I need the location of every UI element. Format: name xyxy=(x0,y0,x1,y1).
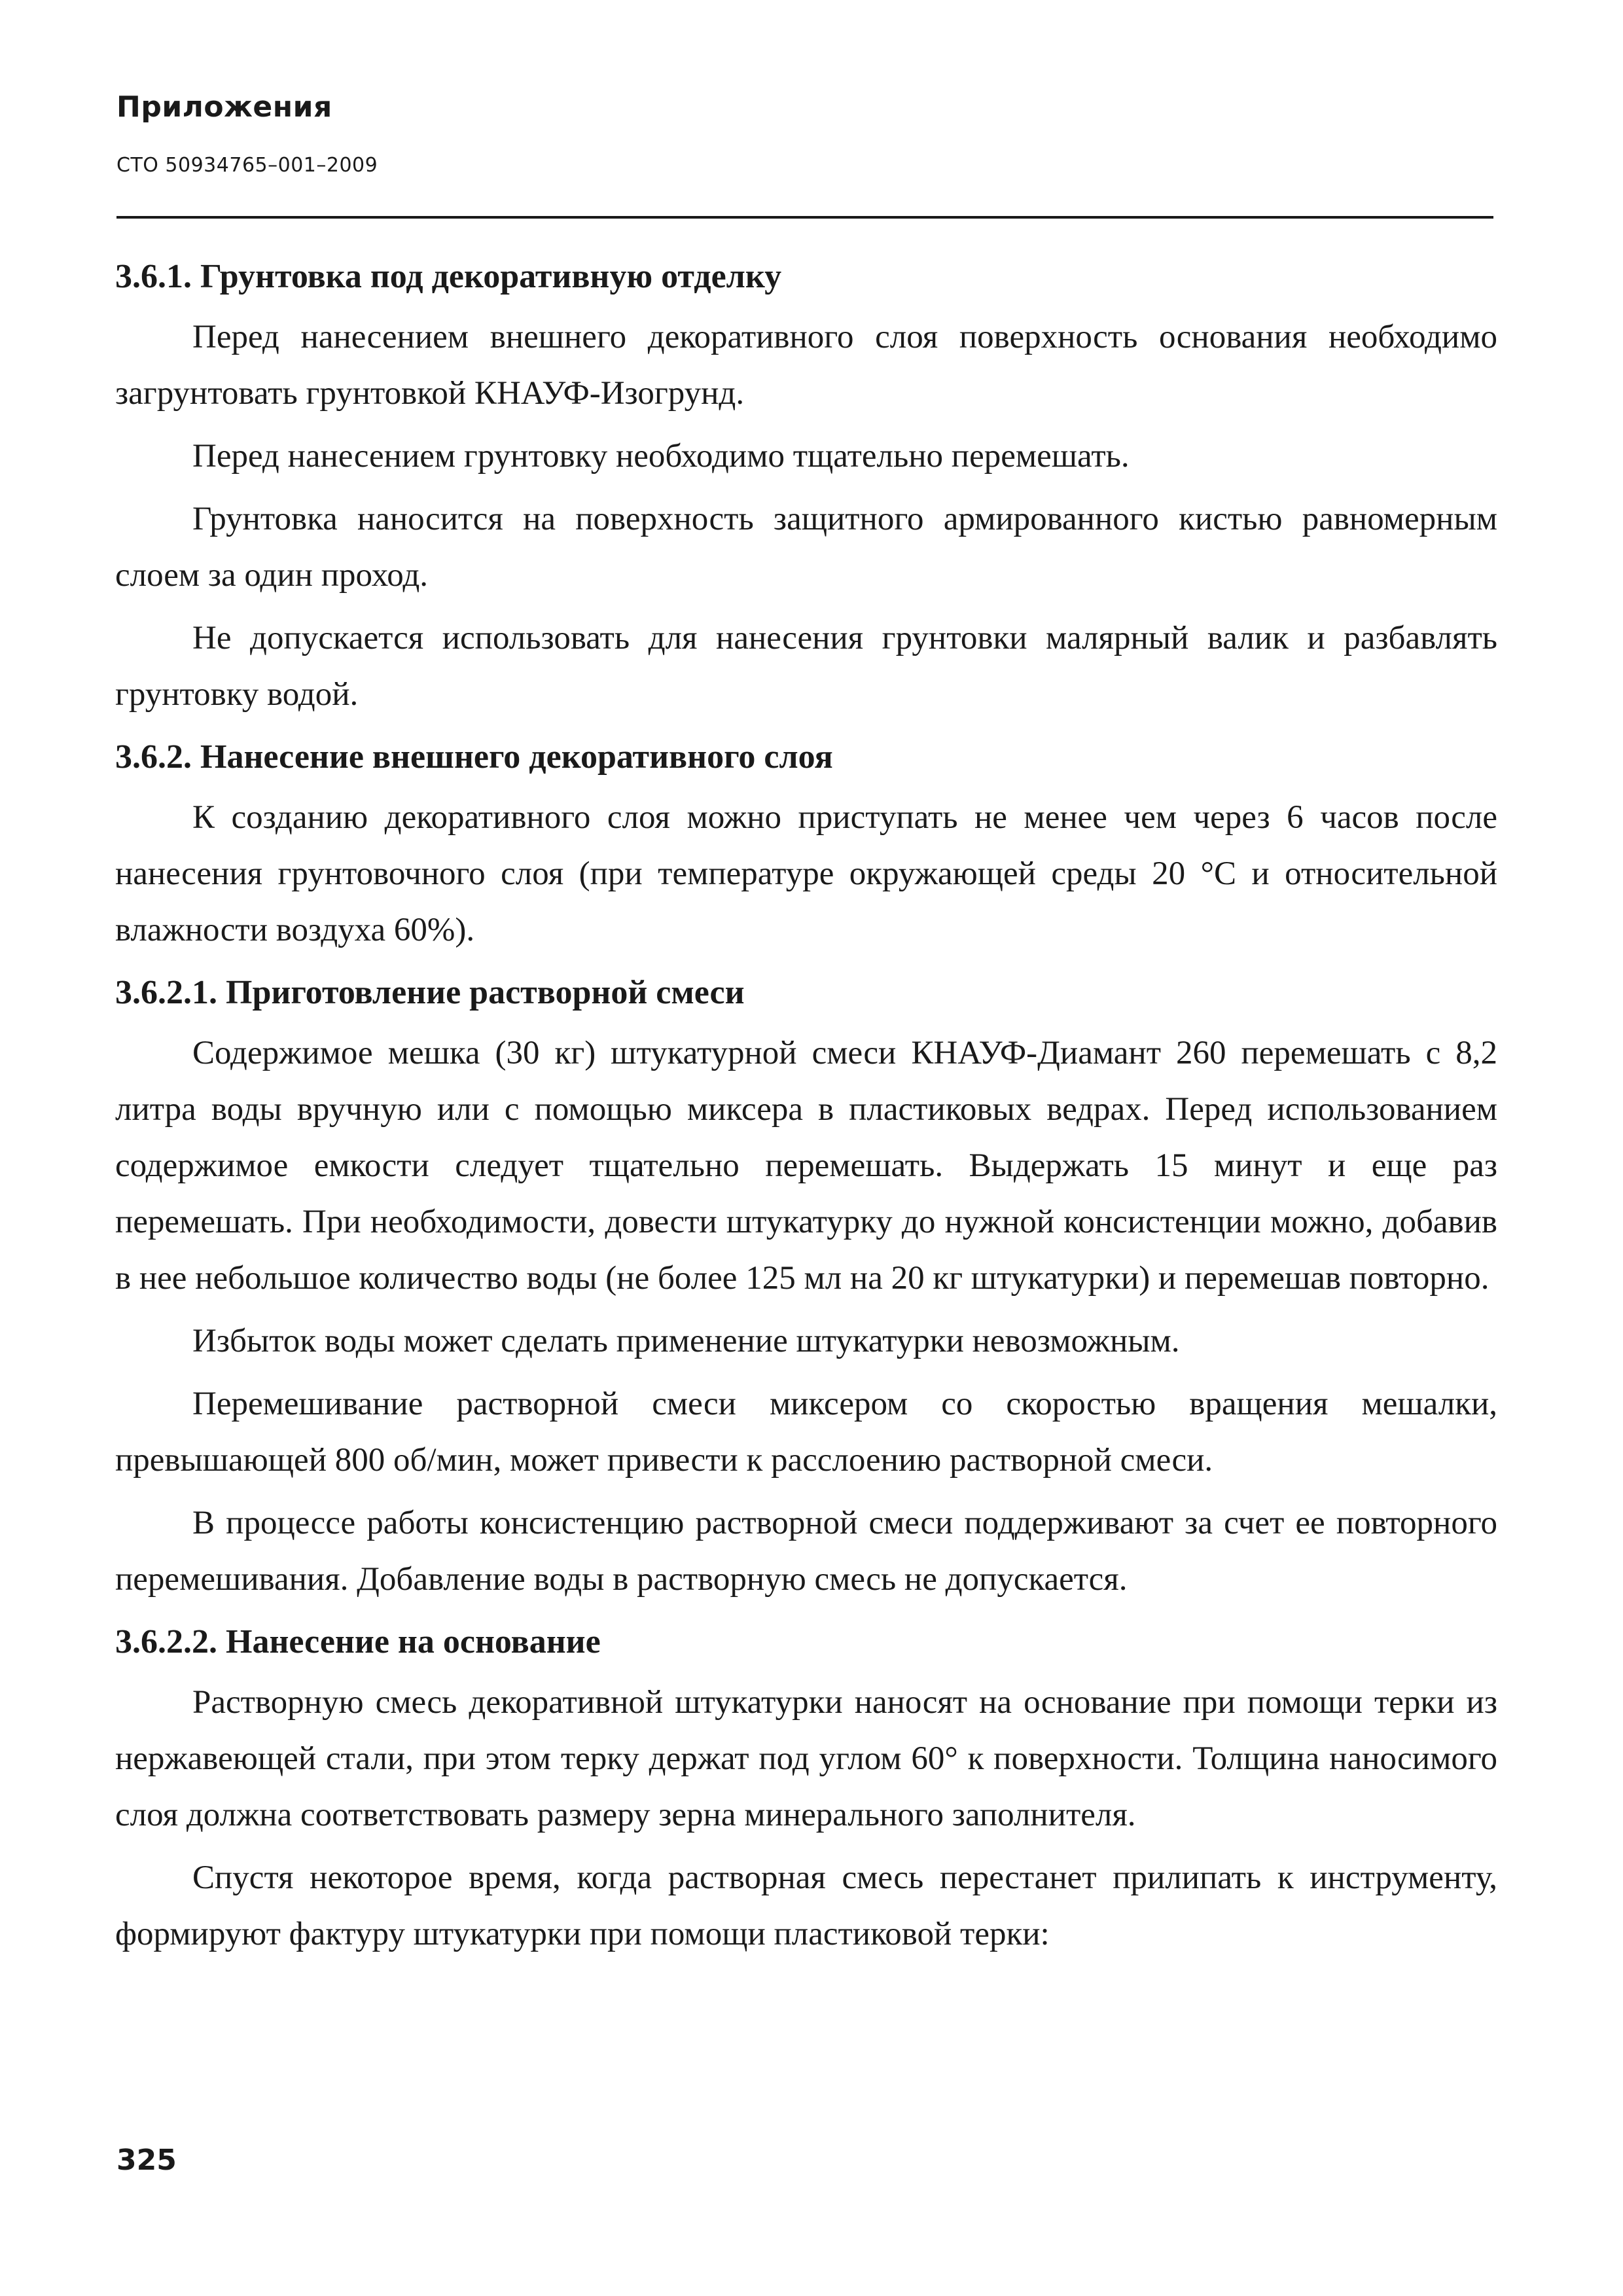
running-header-title: Приложения xyxy=(116,90,332,124)
section-3-6-2-1 xyxy=(115,965,1497,1607)
paragraph: К созданию декоративного слоя можно приступать не менее чем через 6 часов после нанесения грунтовочного слоя (при температуре окружающей среды 20 °С и относительной влажности воздуха 60%). xyxy=(115,799,1497,948)
header-divider xyxy=(116,216,1493,219)
paragraph: Грунтовка наносится на поверхность защитного армированного кистью равномерным слоем за один проход. xyxy=(115,501,1497,594)
section-3-6-2 xyxy=(115,729,1497,958)
section-3-6-2-2 xyxy=(115,1614,1497,1962)
paragraph: Избыток воды может сделать применение штукатурки невозможным. xyxy=(192,1323,1180,1359)
paragraph: Перед нанесением внешнего декоративного слоя поверхность основания необходимо загрунтовать грунтовкой КНАУФ-Изогрунд. xyxy=(115,319,1497,412)
paragraph: Растворную смесь декоративной штукатурки наносят на основание при помощи терки из нержавеющей стали, при этом терку держат под углом 60° к поверхности. Толщина наносимого слоя должна соответствовать размеру зерна минерального заполнителя. xyxy=(115,1684,1497,1833)
paragraph: Не допускается использовать для нанесения грунтовки малярный валик и разбавлять грунтовку водой. xyxy=(115,620,1497,713)
section-heading: 3.6.2.1. Приготовление растворной смеси xyxy=(115,974,745,1011)
paragraph: Перед нанесением грунтовку необходимо тщательно перемешать. xyxy=(192,438,1130,475)
section-heading: 3.6.1. Грунтовка под декоративную отделку xyxy=(115,258,782,295)
paragraph: Спустя некоторое время, когда растворная смесь перестанет прилипать к инструменту, формируют фактуру штукатурки при помощи пластиковой терки: xyxy=(115,1859,1497,1952)
paragraph: В процессе работы консистенцию растворной смеси поддерживают за счет ее повторного перемешивания. Добавление воды в растворную смесь не допускается. xyxy=(115,1505,1497,1598)
section-3-6-1 xyxy=(115,249,1497,723)
body-text xyxy=(115,249,1497,1969)
paragraph: Содержимое мешка (30 кг) штукатурной смеси КНАУФ-Диамант 260 перемешать с 8,2 литра воды вручную или с помощью миксера в пластиковых ведрах. Перед использованием содержимое емкости следует тщательно перемешать. Выдержать 15 минут и еще раз перемешать. При необходимости, довести штукатурку до нужной консистенции можно, добавив в нее небольшое количество воды (не более 125 мл на 20 кг штукатурки) и перемешав повторно. xyxy=(115,1035,1497,1297)
paragraph: Перемешивание растворной смеси миксером со скоростью вращения мешалки, превышающей 800 об/мин, может привести к расслоению растворной смеси. xyxy=(115,1386,1497,1479)
standard-code: СТО 50934765–001–2009 xyxy=(116,154,378,177)
page-number: 325 xyxy=(116,2144,177,2177)
section-heading: 3.6.2.2. Нанесение на основание xyxy=(115,1623,601,1660)
section-heading: 3.6.2. Нанесение внешнего декоративного слоя xyxy=(115,738,833,776)
